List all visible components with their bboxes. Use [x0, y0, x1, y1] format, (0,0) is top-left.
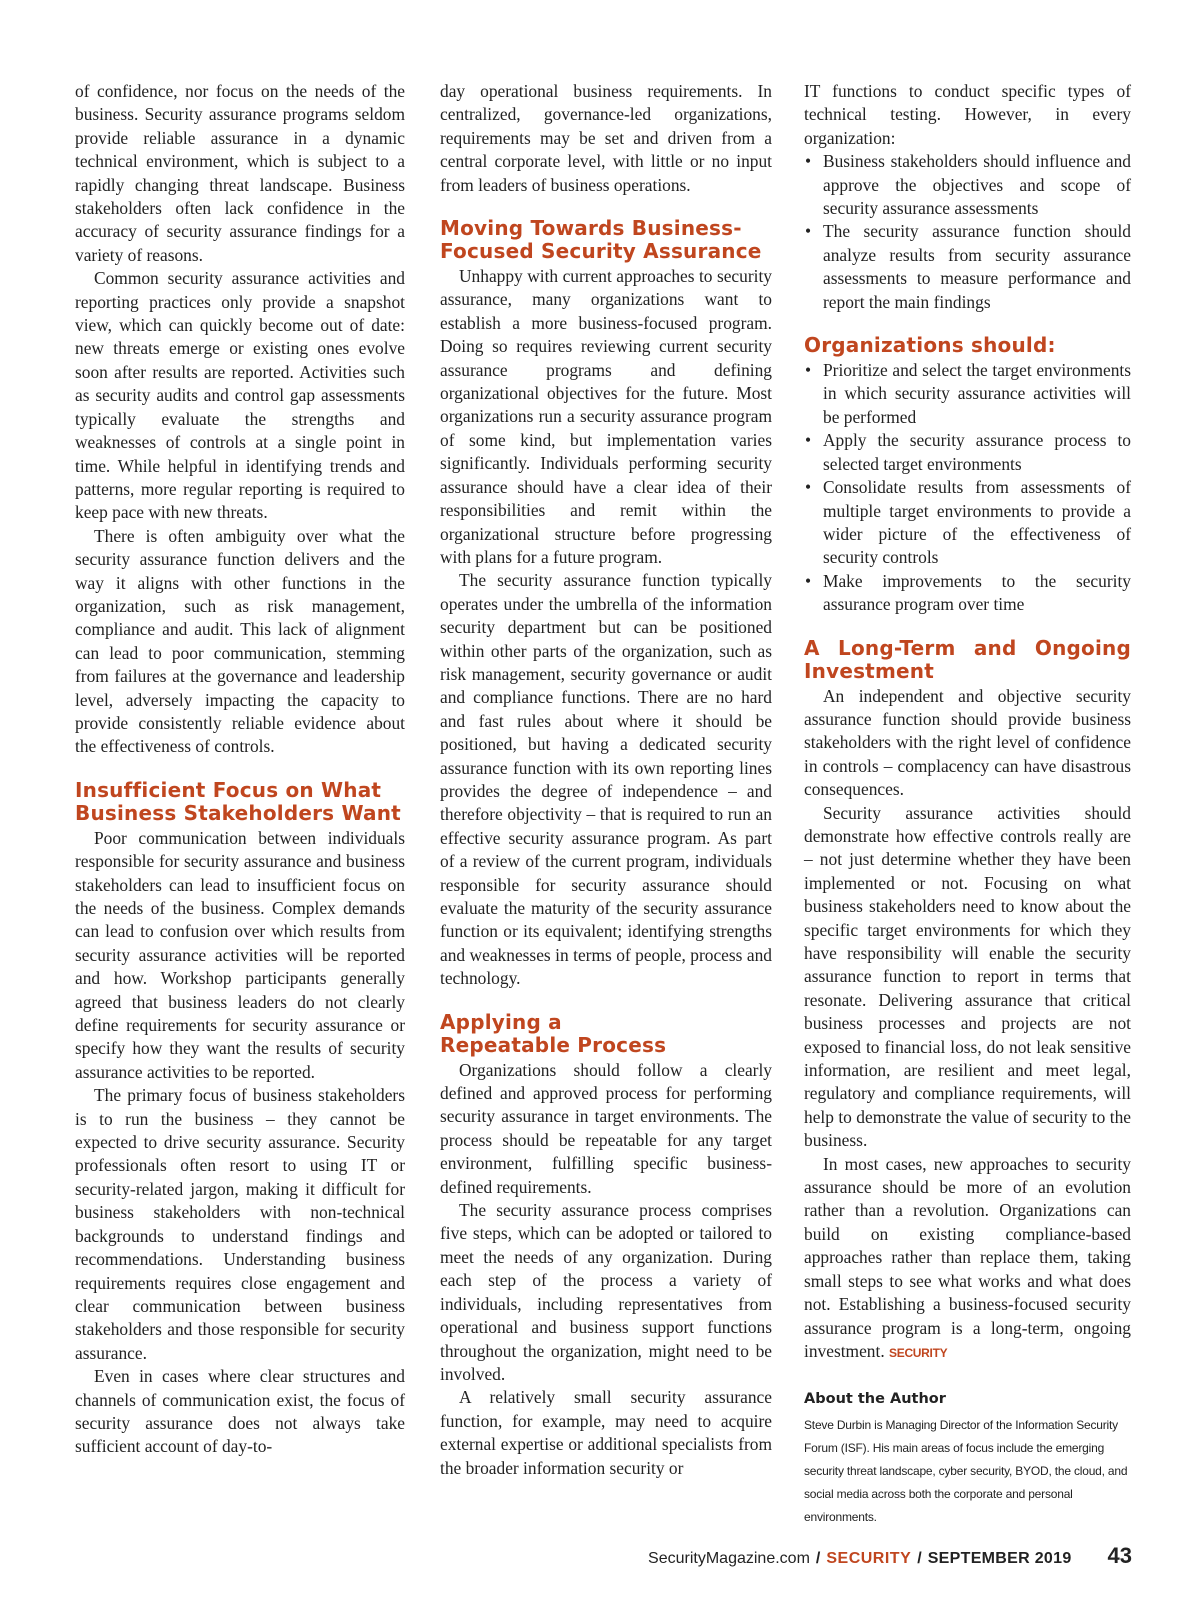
heading-line: Organizations should: — [804, 333, 1056, 358]
body-paragraph: day operational business requirements. In centralized, governance-led organizations, requirements may be set and driven from a central corporate level, with little or no input from leaders of business operations. — [440, 81, 772, 195]
about-author-bio: Steve Durbin is Managing Director of the Information Security Forum (ISF). His main areas of focus include the emerging security threat landscape, cyber security, BYOD, the cloud, and social media across both the corporate and personal environments. — [804, 1417, 1128, 1524]
body-paragraph: Organizations should follow a clearly defined and approved process for performing security assurance in target environments. The process should be repeatable for any target environment, fulfilling specific business-defined requirements. — [440, 1059, 772, 1197]
list-item: • Consolidate results from assessments of multiple target environments to provide a wider picture of the effectiveness of security controls — [804, 476, 1131, 570]
list-item: • Business stakeholders should influence and approve the objectives and scope of security assurance assessments — [804, 150, 1131, 220]
footer-slash: / — [815, 1550, 821, 1567]
body-paragraph: The security assurance process comprises five steps, which can be adopted or tailored to meet the needs of any organization. During each step of the process a variety of individuals, including representatives from operational and business support functions throughout the organization, might need to be involved. — [440, 1200, 772, 1384]
list-item: • Apply the security assurance process to selected target environments — [804, 429, 1131, 476]
paragraph-text: In most cases, new approaches to security assurance should be more of an evolution rather than a revolution. Organizations can build on existing compliance-based approaches rather than replace them, taking small steps to see what works and what does not. Establishing a business-focused security assurance program is a long-term, ongoing investment. — [804, 1153, 1131, 1361]
list-item: • Prioritize and select the target environments in which security assurance activities will be performed — [804, 359, 1131, 429]
list-item: • The security assurance function should analyze results from security assurance assessments to measure performance and report the main findings — [804, 220, 1131, 314]
section-heading-organizations-should — [804, 334, 1131, 357]
body-paragraph: The security assurance function typically operates under the umbrella of the information security department but can be positioned within other parts of the organization, such as risk management, security governance or audit and compliance functions. There are no hard and fast rules about where it should be positioned, but having a dedicated security assurance function with its own reporting lines provides the degree of independence – and therefore objectivity – that is required to run an effective security assurance program. As part of a review of the current program, individuals responsible for security assurance should evaluate the maturity of the security assurance function or its equivalent; identifying strengths and weaknesses in terms of people, process and technology. — [440, 570, 772, 989]
heading-line: Moving Towards Business- — [440, 216, 742, 241]
body-paragraph: An independent and objective security assurance function should provide business stakeholders with the right level of confidence in controls – complacency can have disastrous consequences. — [804, 685, 1131, 800]
footer-brand: SECURITY — [826, 1550, 912, 1567]
body-paragraph: A relatively small security assurance function, for example, may need to acquire external expertise or additional specialists from the broader information security or — [440, 1387, 772, 1478]
heading-line: Business Stakeholders Want — [75, 800, 401, 825]
heading-line: Focused Security Assurance — [440, 239, 762, 264]
heading-line: Repeatable Process — [440, 1032, 667, 1057]
body-paragraph: Poor communication between individuals responsible for security assurance and business stakeholders can lead to insufficient focus on the needs of the business. Complex demands can lead to confusion over which results from security assurance activities will be reported and how. Workshop participants generally agreed that business leaders do not clearly define requirements for security assurance or specify how they want the results of security assurance activities to be reported. — [75, 827, 405, 1082]
body-paragraph: Security assurance activities should demonstrate how effective controls really are – not just determine whether they have been implemented or not. Focusing on what business stakeholders need to know about the specific target environments for which they have responsibility will enable the security assurance function to report in terms that resonate. Delivering assurance that critical business processes and projects are not exposed to financial loss, do not leak sensitive information, are resilient and meet legal, regulatory and compliance requirements, will help to demonstrate the value of security to the business. — [804, 802, 1131, 1151]
section-heading-applying-process — [440, 1011, 772, 1057]
heading-line: A Long-Term and Ongoing — [804, 635, 1131, 660]
column-2 — [440, 80, 772, 1480]
body-paragraph: IT functions to conduct specific types of technical testing. However, in every organization: — [804, 81, 1131, 148]
heading-line: Applying a — [440, 1009, 562, 1034]
page-footer — [648, 1543, 1132, 1569]
heading-line: Investment — [804, 658, 934, 683]
body-paragraph: of confidence, nor focus on the needs of the business. Security assurance programs seldom provide reliable assurance in a dynamic technical environment, which is subject to a rapidly changing threat landscape. Business stakeholders often lack confidence in the accuracy of security assurance findings for a variety of reasons. — [75, 81, 405, 265]
column-1 — [75, 80, 405, 1459]
body-paragraph — [804, 1153, 1131, 1366]
column-3 — [804, 80, 1131, 1529]
body-paragraph: Common security assurance activities and reporting practices only provide a snapshot view, which can quickly become out of date: new threats emerge or existing ones evolve soon after results are reported. Activities such as security audits and control gap assessments typically evaluate the strengths and weaknesses of controls at a single point in time. While helpful in identifying trends and patterns, more regular reporting is required to keep pace with new threats. — [75, 268, 405, 523]
bullet-list-every-organization — [804, 150, 1131, 314]
footer-issue: SEPTEMBER 2019 — [927, 1550, 1072, 1567]
body-paragraph: The primary focus of business stakeholders is to run the business – they cannot be expected to drive security assurance. Security professionals often resort to using IT or security-related jargon, making it difficult for business stakeholders with non-technical backgrounds to understand findings and recommendations. Understanding business requirements requires close engagement and clear communication between business stakeholders and those responsible for security assurance. — [75, 1085, 405, 1363]
heading-line: Insufficient Focus on What — [75, 777, 382, 802]
section-heading-moving-towards — [440, 217, 772, 263]
about-author-heading: About the Author — [804, 1391, 946, 1408]
bullet-list-organizations-should — [804, 359, 1131, 616]
body-paragraph: Even in cases where clear structures and channels of communication exist, the focus of security assurance does not always take sufficient account of day-to- — [75, 1366, 405, 1457]
list-item: • Make improvements to the security assurance program over time — [804, 570, 1131, 617]
end-mark-security: SECURITY — [889, 1345, 948, 1360]
body-paragraph: Unhappy with current approaches to security assurance, many organizations want to establish a more business-focused program. Doing so requires reviewing current security assurance programs and defining organizational objectives for the future. Most organizations run a security assurance program of some kind, but implementation varies significantly. Individuals performing security assurance should have a clear idea of their responsibilities and remit within the organizational structure before progressing with plans for a future program. — [440, 266, 772, 567]
section-heading-insufficient-focus — [75, 779, 405, 825]
footer-slash: / — [917, 1550, 922, 1567]
page-number: 43 — [1107, 1543, 1132, 1568]
body-paragraph: There is often ambiguity over what the security assurance function delivers and the way it aligns with other functions in the organization, such as risk management, compliance and audit. This lack of alignment can lead to poor communication, stemming from failures at the governance and leadership level, adversely impacting the capacity to provide consistently reliable evidence about the effectiveness of controls. — [75, 525, 405, 757]
section-heading-long-term — [804, 637, 1131, 683]
footer-site: SecurityMagazine.com — [648, 1550, 810, 1567]
